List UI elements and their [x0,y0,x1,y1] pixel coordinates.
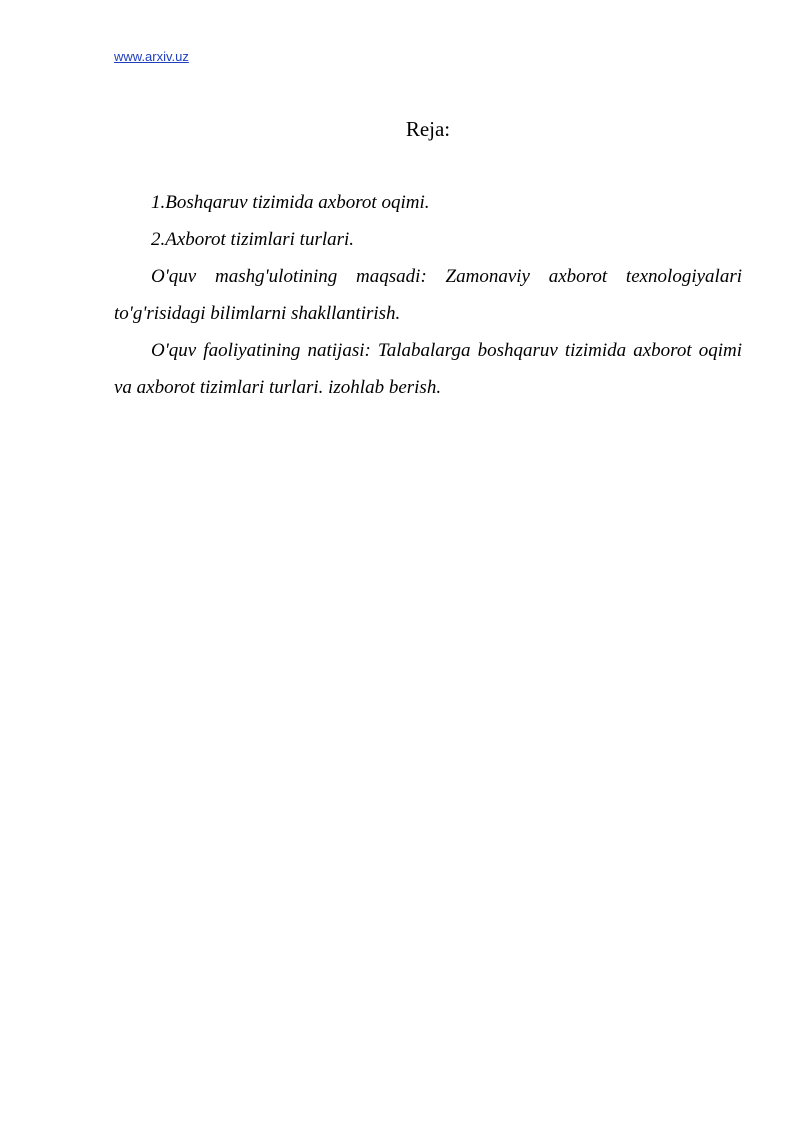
lesson-result-paragraph: O'quv faoliyatining natijasi: Talabalarga boshqaruv tizimida axborot oqimi va axborot tizimlari turlari. izohlab berish. [114,340,742,398]
lesson-goal-paragraph: O'quv mashg'ulotining maqsadi: Zamonaviy axborot texnologiyalari to'g'risidagi bilimlarni shakllantirish. [114,266,742,324]
document-body [114,184,742,406]
header-website-link[interactable]: www.arxiv.uz [114,49,189,64]
page-title: Reja: [405,117,451,141]
plan-item-2: 2.Axborot tizimlari turlari. [151,229,355,250]
plan-item-1: 1.Boshqaruv tizimida axborot oqimi. [151,192,430,213]
